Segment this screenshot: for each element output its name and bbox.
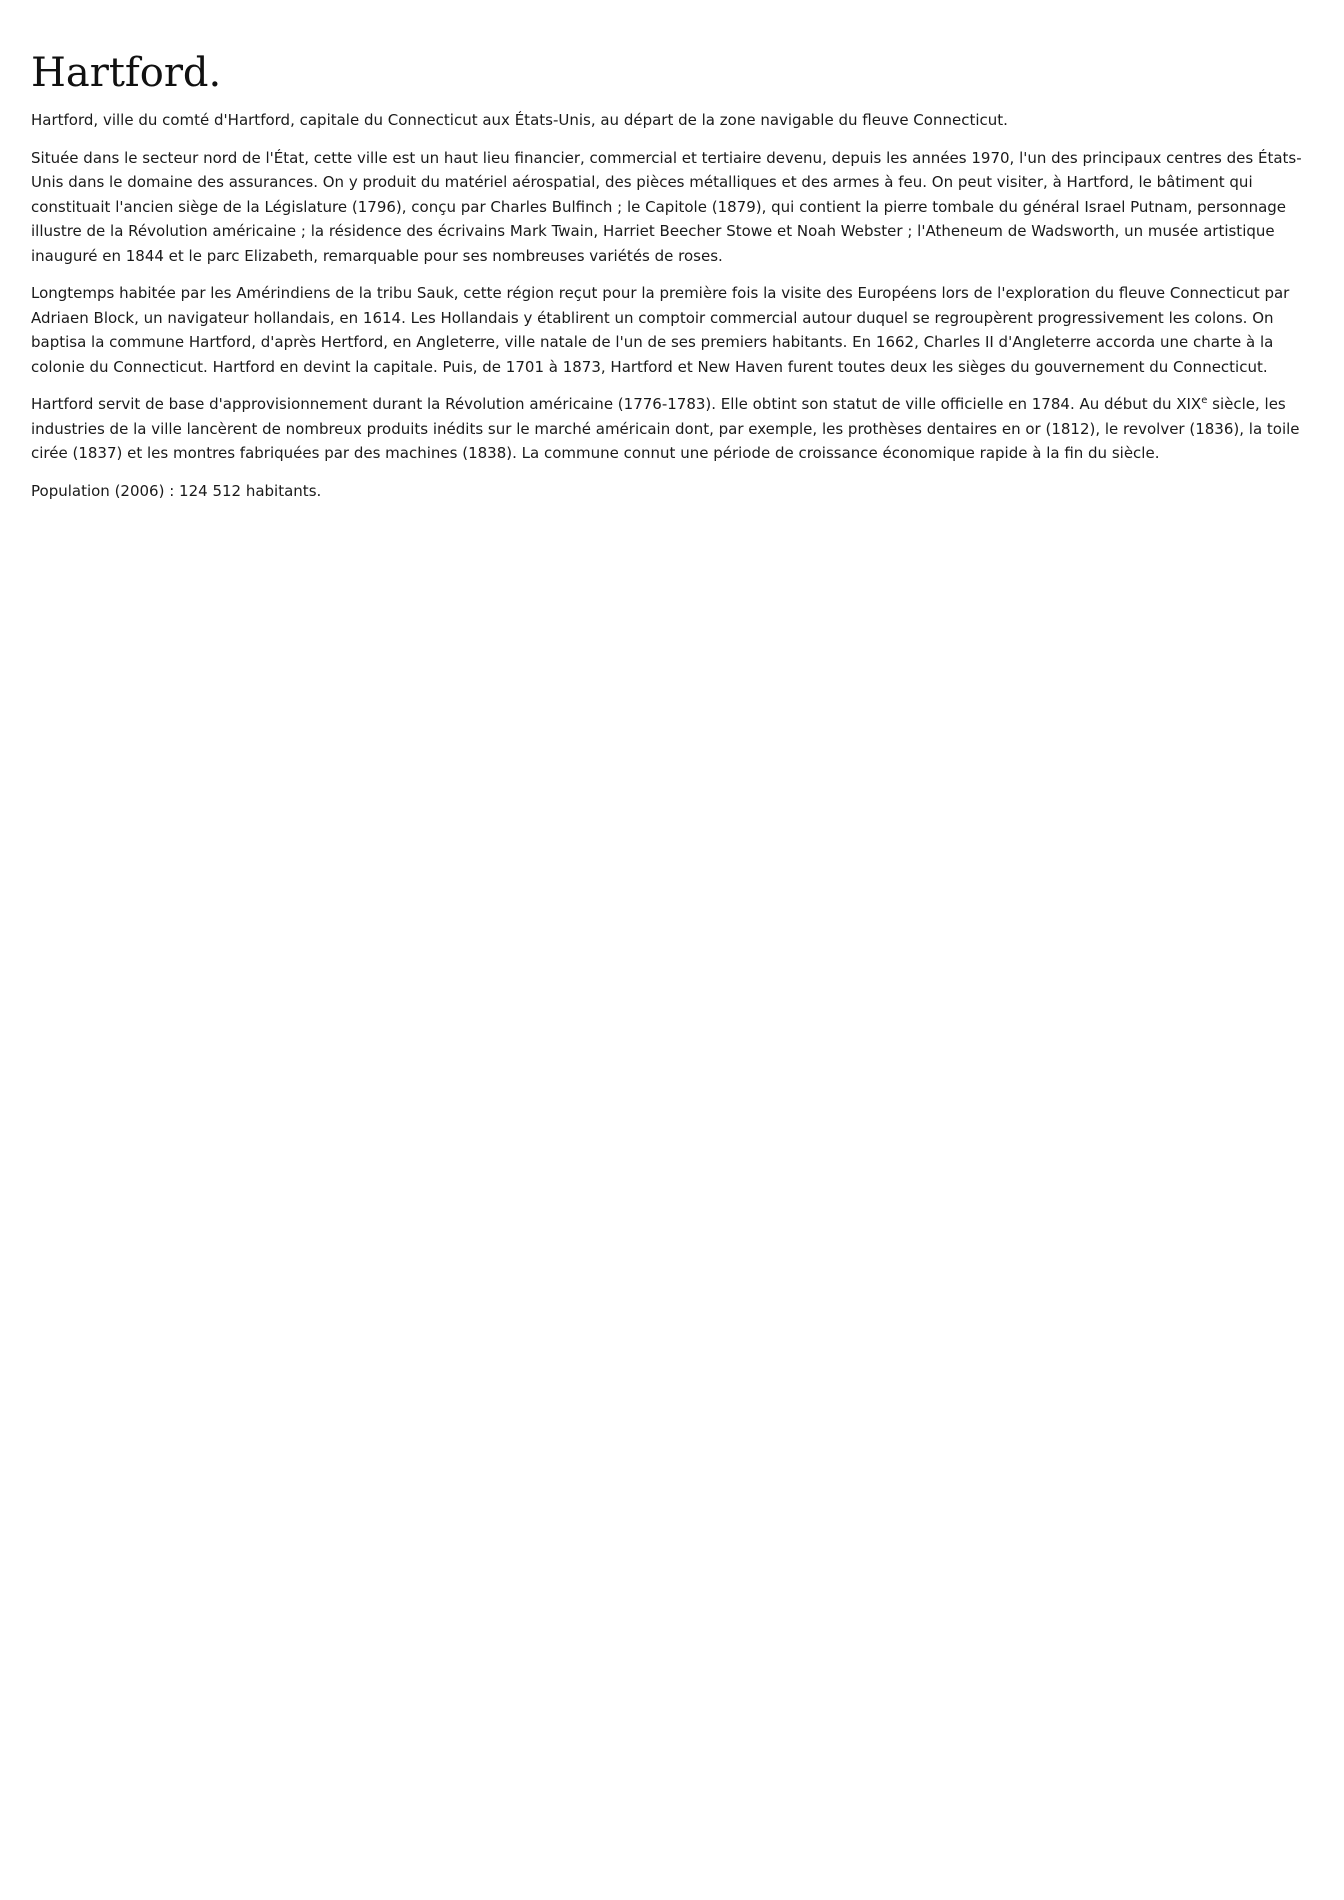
paragraph-industry-text-1: Hartford servit de base d'approvisionnement durant la Révolution américaine (1776-1783). Elle obtint son statut de ville officielle en 1784. Au début du XIX — [31, 395, 1202, 413]
paragraph-industry-text-2: siècle, les industries de la ville lancèrent de nombreux produits inédits sur le marché américain dont, par exemple, les prothèses dentaires en or (1812), le revolver (1836), la toile cirée (1837) et les montres fabriquées par des machines (1838). La commune connut une période de croissance économique rapide à la fin du siècle. — [31, 395, 1300, 462]
paragraph-industry — [31, 392, 1321, 466]
paragraph-population: Population (2006) : 124 512 habitants. — [31, 481, 322, 500]
century-superscript: e — [1201, 395, 1208, 406]
article — [31, 48, 1321, 516]
paragraph-geography: Située dans le secteur nord de l'État, cette ville est un haut lieu financier, commercial et tertiaire devenu, depuis les années 1970, l'un des principaux centres des États-Unis dans le domaine des assurances. On y produit du matériel aérospatial, des pièces métalliques et des armes à feu. On peut visiter, à Hartford, le bâtiment qui constituait l'ancien siège de la Législature (1796), conçu par Charles Bulfinch ; le Capitole (1879), qui contient la pierre tombale du général Israel Putnam, personnage illustre de la Révolution américaine ; la résidence des écrivains Mark Twain, Harriet Beecher Stowe et Noah Webster ; l'Atheneum de Wadsworth, un musée artistique inauguré en 1844 et le parc Elizabeth, remarquable pour ses nombreuses variétés de roses. — [31, 148, 1302, 265]
paragraph-history: Longtemps habitée par les Amérindiens de la tribu Sauk, cette région reçut pour la première fois la visite des Européens lors de l'exploration du fleuve Connecticut par Adriaen Block, un navigateur hollandais, en 1614. Les Hollandais y établirent un comptoir commercial autour duquel se regroupèrent progressivement les colons. On baptisa la commune Hartford, d'après Hertford, en Angleterre, ville natale de l'un de ses premiers habitants. En 1662, Charles II d'Angleterre accorda une charte à la colonie du Connecticut. Hartford en devint la capitale. Puis, de 1701 à 1873, Hartford et New Haven furent toutes deux les sièges du gouvernement du Connecticut. — [31, 284, 1290, 376]
page-title: Hartford. — [31, 50, 222, 96]
paragraph-intro: Hartford, ville du comté d'Hartford, capitale du Connecticut aux États-Unis, au départ de la zone navigable du fleuve Connecticut. — [31, 111, 1008, 129]
